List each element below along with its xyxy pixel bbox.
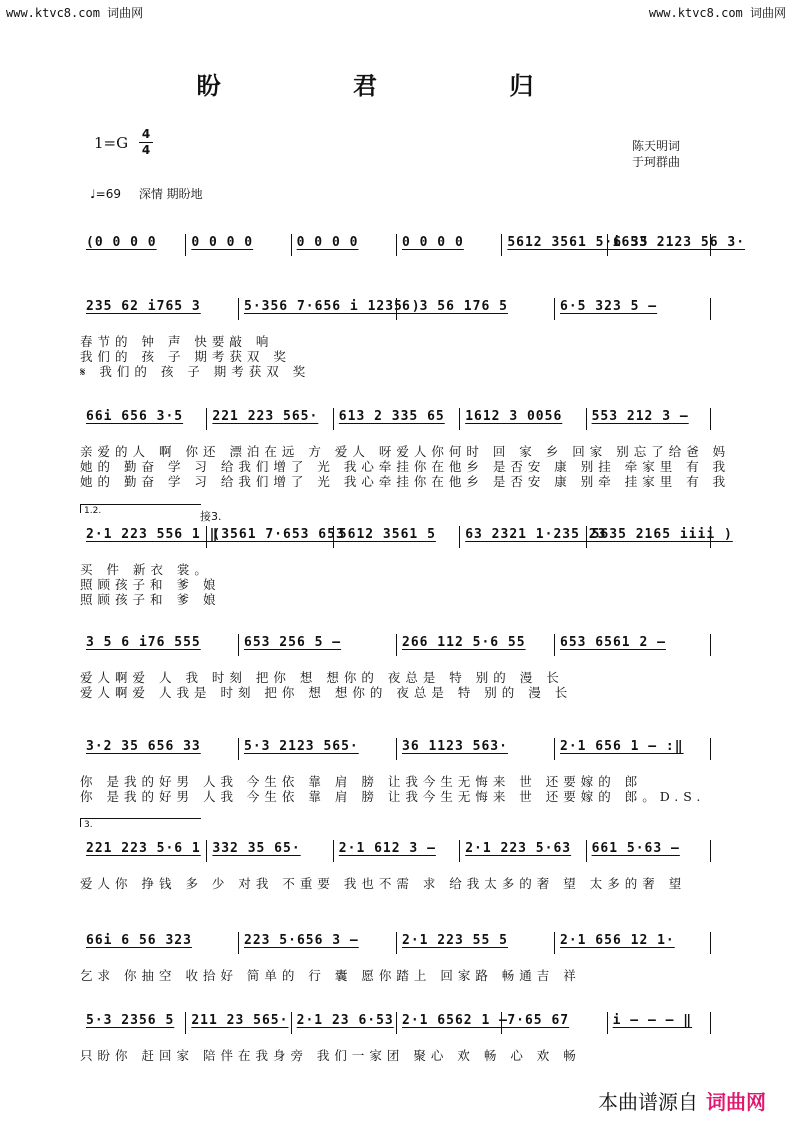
lyricist: 陈天明词 [632,139,681,153]
measure: 3·2 35 656 33 [86,739,201,754]
bar-line [185,234,186,256]
measure: 2·1 656 12 1· [560,933,675,948]
measure: 2·1 6562 1 – [402,1013,508,1028]
jump-label: 接3. [200,510,222,523]
bar-line [607,1012,608,1034]
bar-line [396,234,397,256]
lyric-line: 爱人你 挣钱 多 少 对我 不重要 我也不需 求 给我太多的奢 望 太多的奢 望 [80,876,687,891]
notation-line [80,932,712,958]
bar-line [333,526,334,548]
song-title: 盼 君 归 [196,71,596,100]
bar-line [238,932,239,954]
measure: (3561 7·653 653 [212,527,345,542]
measure: 653 6561 2 – [560,635,666,650]
bar-line [710,234,711,256]
bar-line [396,932,397,954]
measure: 66i 656 3·5 [86,409,184,424]
measure: 3 5 6 i76 555 [86,635,201,650]
measure: 0 0 0 0 [191,235,254,250]
bar-line [459,408,460,430]
bar-line [206,526,207,548]
measure: i – – – ‖ [612,1013,693,1028]
bar-line [333,840,334,862]
bar-line [291,234,292,256]
lyric-line: 𝄋 我们的 孩 子 期考获双 奖 [80,364,311,379]
bar-line [554,932,555,954]
measure: 6 3 56 176 5 [402,299,508,314]
lyric-line: 亲爱的人 啊 你还 漂泊在远 方 爱人 呀爱人你何时 回 家 乡 回家 别忘了给爸 妈 [80,444,731,459]
lyric-line: 买 件 新衣 裳。 [80,562,212,577]
lyric-line: 乞求 你抽空 收拾好 简单的 行 囊 愿你踏上 回家路 畅通吉 祥 [80,968,581,983]
measure: 5·3 2356 5 [86,1013,175,1028]
measure: 1612 3 0056 [465,409,563,424]
bar-line [554,634,555,656]
volta-bracket [80,818,201,827]
measure: 653 256 5 – [244,635,342,650]
measure: 5·356 7·656 i 1235 ) [244,299,421,314]
lyric-line: 照顾孩子和 爹 娘 [80,577,221,592]
measure: 63 2321 1·235 23 [465,527,607,542]
composer: 于珂群曲 [632,155,681,169]
footer-source: 本曲谱源自 [598,1090,698,1114]
measure: 2·1 223 55 5 [402,933,508,948]
watermark-left: www.ktvc8.com 词曲网 [6,6,144,20]
measure: 223 5·656 3 – [244,933,359,948]
measure: 0 0 0 0 [402,235,464,250]
measure: 5612 3561 5·6 35 [507,235,649,250]
volta-label: 3. [84,820,93,830]
watermark-right: www.ktvc8.com 词曲网 [648,6,786,20]
measure: 2·1 612 3 – [338,841,436,856]
bar-line [586,526,587,548]
tempo-bpm: ♩=69 [90,187,121,201]
measure: 5612 3561 5 [338,527,436,542]
bar-line [710,526,711,548]
bar-line [206,408,207,430]
measure: 5·3 2123 565· [244,739,359,754]
measure: 2·1 223 5·63 [465,841,572,856]
notation-line [80,408,712,434]
measure: 221 223 565· [212,409,319,424]
measure: 66i 6 56 323 [86,933,192,948]
bar-line [459,840,460,862]
bar-line [291,1012,292,1034]
notation-line [80,840,712,866]
measure: 7·65 67 [507,1013,570,1028]
bar-line [396,298,397,320]
meter-top: 4 [141,127,151,141]
bar-line [607,234,608,256]
measure: 266 112 5·6 55 [402,635,526,650]
measure: 2·1 23 6·53 [296,1013,394,1028]
footer-site: 词曲网 [706,1090,766,1114]
bar-line [238,738,239,760]
measure: i653 2123 56 3· [612,235,746,250]
volta-label: 1.2. [84,506,102,516]
lyric-line: 爱人啊爱 人 我 时刻 把你 想 想你的 夜总是 特 别的 漫 长 [80,670,564,685]
notation-line [80,738,712,764]
measure: 36 1123 563· [402,739,508,754]
measure: 661 5·63 – [591,841,680,856]
bar-line [238,298,239,320]
tempo-marking [90,185,203,202]
key-signature: 1=G [94,134,129,152]
notation-line [80,1012,712,1038]
bar-line [710,408,711,430]
bar-line [554,298,555,320]
measure: 0 0 0 0 [296,235,359,250]
bar-line [710,840,711,862]
measure: 221 223 5·6 1 [86,841,201,856]
bar-line [710,1012,711,1034]
lyric-line: 春节的 钟 声 快要敲 响 [80,334,274,349]
measure: 613 2 335 65 [338,409,445,424]
bar-line [396,738,397,760]
bar-line [710,932,711,954]
credits [632,138,680,170]
bar-line [501,1012,502,1034]
footer-credit [598,1086,766,1115]
bar-line [238,634,239,656]
measure: (0 0 0 0 [86,235,157,250]
measure: 211 23 565· [191,1013,289,1028]
measure: 5635 2165 iiii ) [591,527,733,542]
bar-line [396,634,397,656]
lyric-line: 你 是我的好男 人我 今生依 靠 肩 膀 让我今生无悔来 世 还要嫁的 郎 [80,774,643,789]
bar-line [710,298,711,320]
lyric-line: 她的 勤奋 学 习 给我们增了 光 我心牵挂你在他乡 是否安 康 别牵 挂家里 有 我 [80,474,731,489]
measure: 2·1 656 1 – :‖ [560,739,684,754]
bar-line [501,234,502,256]
notation-line [80,234,746,260]
notation-line [80,526,733,552]
bar-line [710,738,711,760]
bar-line [586,840,587,862]
bar-line [710,634,711,656]
bar-line [586,408,587,430]
bar-line [396,1012,397,1034]
measure: 553 212 3 – [591,409,689,424]
notation-line [80,634,712,660]
measure: 235 62 i765 3 [86,299,201,314]
bar-line [206,840,207,862]
lyric-line: 爱人啊爱 人我是 时刻 把你 想 想你的 夜总是 特 别的 漫 长 [80,685,573,700]
bar-line [333,408,334,430]
bar-line [554,738,555,760]
time-signature [139,128,153,157]
lyric-line: 照顾孩子和 爹 娘 [80,592,221,607]
tempo-expression: 深情 期盼地 [138,187,203,201]
bar-line [185,1012,186,1034]
lyric-line: 我们的 孩 子 期考获双 奖 [80,349,291,364]
bar-line [459,526,460,548]
lyric-line: 你 是我的好男 人我 今生依 靠 肩 膀 让我今生无悔来 世 还要嫁的 郎。D.S. [80,789,706,804]
measure: 6·5 323 5 – [560,299,658,314]
notation-line [80,298,712,324]
lyric-line: 只盼你 赶回家 陪伴在我身旁 我们一家团 聚心 欢 畅 心 欢 畅 [80,1048,581,1063]
measure: 332 35 65· [212,841,301,856]
measure: 2·1 223 556 1 ‖ [86,527,219,542]
meter-bottom: 4 [141,143,151,157]
lyric-line: 她的 勤奋 学 习 给我们增了 光 我心牵挂你在他乡 是否安 康 别挂 牵家里 有 我 [80,459,731,474]
